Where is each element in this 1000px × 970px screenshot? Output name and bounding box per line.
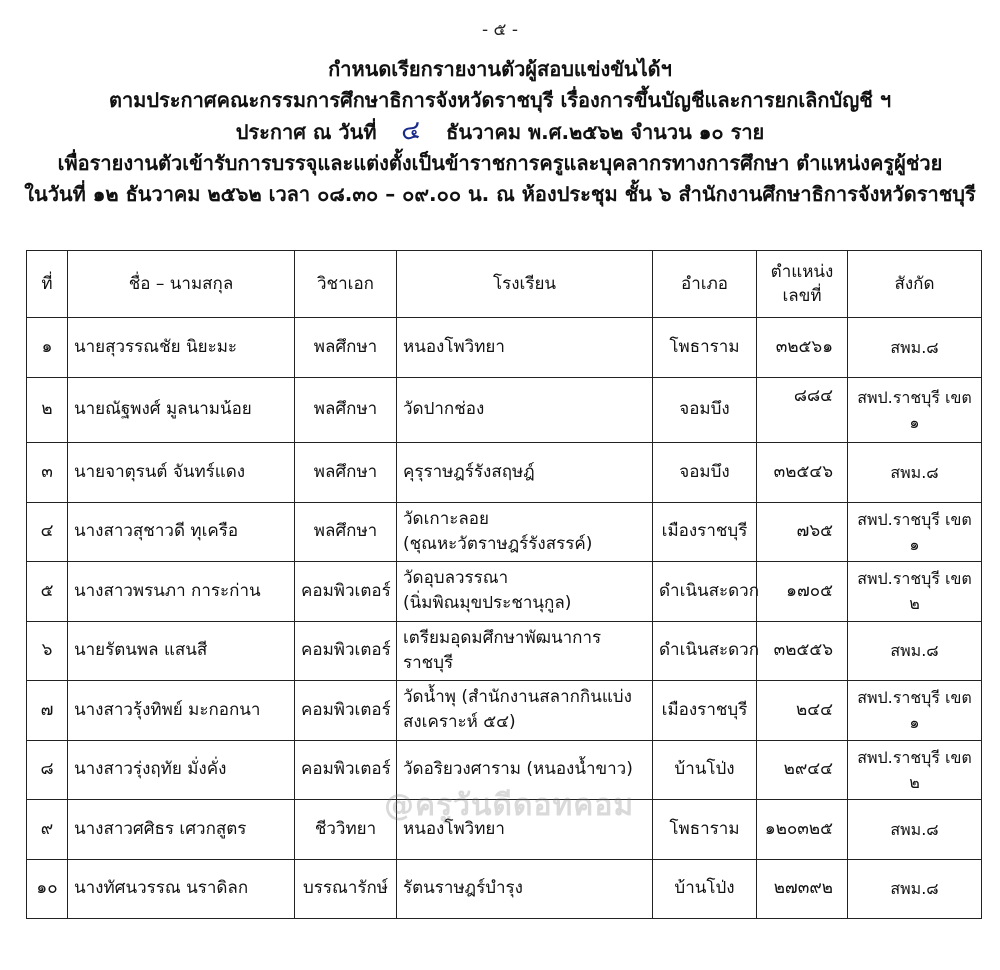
cell-district: เมืองราชบุรี [653,502,757,562]
cell-name: นางสาวรุ้งทิพย์ มะกอกนา [68,681,295,741]
cell-major: พลศึกษา [295,443,397,503]
col-header-major: วิชาเอก [295,251,397,318]
cell-name: นายสุวรรณชัย นิยะมะ [68,318,295,378]
cell-position: ๑๗๐๕ [757,562,848,622]
col-header-position-line2: เลขที่ [782,286,822,306]
page-number: - ๕ - [482,20,518,40]
cell-position: ๓๒๕๕๖ [757,621,848,681]
col-header-position-line1: ตำแหน่ง [770,262,834,282]
school-line-1: วัดปากช่อง [403,399,485,420]
table-row [27,377,982,443]
cell-district: บ้านโป่ง [653,740,757,800]
cell-no: ๒ [27,377,68,443]
cell-district: โพธาราม [653,318,757,378]
cell-position: ๘๘๔ [757,377,848,443]
school-line-1: รัตนราษฎร์บำรุง [403,878,523,899]
cell-name: นายจาตุรนต์ จันทร์แดง [68,443,295,503]
table-row [27,443,982,503]
cell-school [397,859,653,919]
col-header-no: ที่ [27,251,68,318]
school-line-2: ราชบุรี [403,652,454,673]
cell-no: ๕ [27,562,68,622]
cell-district: จอมบึง [653,377,757,443]
cell-district: จอมบึง [653,443,757,503]
cell-school [397,443,653,503]
cell-school [397,562,653,622]
cell-name: นางสาวศศิธร เศวกสูตร [68,800,295,860]
cell-district: เมืองราชบุรี [653,681,757,741]
cell-position: ๒๔๔ [757,681,848,741]
cell-affiliation: สพป.ราชบุรี เขต ๒ [848,562,982,622]
cell-school [397,377,653,443]
cell-major: พลศึกษา [295,377,397,443]
cell-affiliation: สพม.๘ [848,621,982,681]
cell-major: ชีววิทยา [295,800,397,860]
table-header-row [27,251,982,318]
header-line-4: เพื่อรายงานตัวเข้ารับการบรรจุและแต่งตั้งเป็นข้าราชการครูและบุคลากรทางการศึกษา ตำแหน่งครูผู้ช่วย [57,151,943,175]
cell-major: คอมพิวเตอร์ [295,621,397,681]
school-line-1: วัดน้ำพุ (สำนักงานสลากกินแบ่ง [403,687,632,708]
school-line-2: สงเคราะห์ ๕๔) [403,712,516,733]
cell-affiliation: สพป.ราชบุรี เขต ๑ [848,502,982,562]
cell-district: บ้านโป่ง [653,859,757,919]
cell-no: ๙ [27,800,68,860]
table-row [27,318,982,378]
cell-affiliation: สพป.ราชบุรี เขต ๑ [848,681,982,741]
cell-name: นางสาวพรนภา การะก่าน [68,562,295,622]
cell-name: นายณัฐพงศ์ มูลนามน้อย [68,377,295,443]
school-line-1: วัดอุบลวรรณา [403,568,509,589]
header-line-5: ในวันที่ ๑๒ ธันวาคม ๒๕๖๒ เวลา ๐๘.๓๐ – ๐๙.๐๐ น. ณ ห้องประชุม ชั้น ๖ สำนักงานศึกษาธิการจังหวัดราชบุรี [24,182,976,206]
col-header-affiliation: สังกัด [848,251,982,318]
col-header-school: โรงเรียน [397,251,653,318]
cell-no: ๘ [27,740,68,800]
col-header-district: อำเภอ [653,251,757,318]
header-line-1: กำหนดเรียกรายงานตัวผู้สอบแข่งขันได้ฯ [328,57,672,81]
watermark: @ครูวันดีดอทคอม [384,788,635,823]
table-row [27,562,982,622]
table-row [27,502,982,562]
cell-no: ๗ [27,681,68,741]
cell-position: ๑๒๐๓๒๕ [757,800,848,860]
cell-position: ๓๒๕๖๑ [757,318,848,378]
cell-no: ๑ [27,318,68,378]
cell-name: นางทัศนวรรณ นราดิลก [68,859,295,919]
cell-position: ๗๖๕ [757,502,848,562]
col-header-name: ชื่อ – นามสกุล [68,251,295,318]
cell-no: ๔ [27,502,68,562]
cell-district: ดำเนินสะดวก [653,562,757,622]
cell-position: ๒๙๔๔ [757,740,848,800]
cell-name: นางสาวสุชาวดี ทุเครือ [68,502,295,562]
school-line-1: วัดเกาะลอย [403,508,489,529]
cell-name: นางสาวรุ่งฤทัย มั่งคั่ง [68,740,295,800]
school-line-1: หนองโพวิทยา [403,336,505,357]
school-line-2: (ชุณหะวัตราษฎร์รังสรรค์) [403,533,593,554]
announce-date-prefix: ประกาศ ณ วันที่ [235,120,377,144]
cell-major: พลศึกษา [295,318,397,378]
document-header [20,54,980,210]
cell-no: ๓ [27,443,68,503]
cell-major: คอมพิวเตอร์ [295,681,397,741]
cell-name: นายรัตนพล แสนสี [68,621,295,681]
cell-affiliation: สพม.๘ [848,800,982,860]
cell-affiliation: สพม.๘ [848,859,982,919]
cell-school [397,502,653,562]
cell-district: โพธาราม [653,800,757,860]
cell-affiliation: สพป.ราชบุรี เขต ๒ [848,740,982,800]
cell-affiliation: สพป.ราชบุรี เขต ๑ [848,377,982,443]
header-line-2: ตามประกาศคณะกรรมการศึกษาธิการจังหวัดราชบุรี เรื่องการขึ้นบัญชีและการยกเลิกบัญชี ฯ [108,88,892,112]
cell-major: คอมพิวเตอร์ [295,562,397,622]
table-row [27,859,982,919]
cell-no: ๑๐ [27,859,68,919]
school-line-1: เตรียมอุดมศึกษาพัฒนาการ [403,627,602,648]
school-line-2: (นิ่มพิณมุขประชานุกูล) [403,593,572,614]
cell-major: บรรณารักษ์ [295,859,397,919]
cell-school [397,318,653,378]
handwritten-date: ๔ [399,115,423,147]
header-line-3 [20,116,980,148]
table-row [27,681,982,741]
cell-major: คอมพิวเตอร์ [295,740,397,800]
table-row [27,621,982,681]
cell-position: ๒๗๓๙๒ [757,859,848,919]
school-line-1: วัดอริยวงศาราม (หนองน้ำขาว) [403,759,633,780]
col-header-position [757,251,848,318]
cell-affiliation: สพม.๘ [848,443,982,503]
cell-district: ดำเนินสะดวก [653,621,757,681]
school-line-1: หนองโพวิทยา [403,818,505,839]
cell-school [397,681,653,741]
cell-school [397,621,653,681]
cell-major: พลศึกษา [295,502,397,562]
announce-date-suffix: ธันวาคม พ.ศ.๒๕๖๒ จำนวน ๑๐ ราย [446,120,765,144]
cell-no: ๖ [27,621,68,681]
cell-affiliation: สพม.๘ [848,318,982,378]
school-line-1: คุรุราษฎร์รังสฤษฎ์ [403,461,535,482]
cell-position: ๓๒๕๔๖ [757,443,848,503]
